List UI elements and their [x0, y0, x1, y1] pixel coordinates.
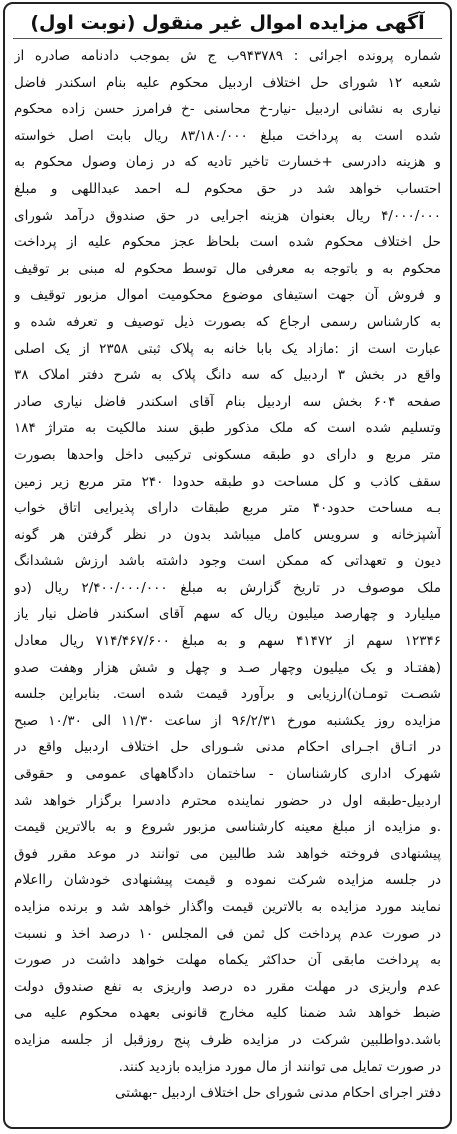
notice-line: ۱۲۳۴۶ سهم از ۴۱۴۷۲ سهم و به مبلغ ۷۱۴/۴۶۷/۶۰۰ ریال معادل	[14, 633, 441, 650]
notice-line: متر مربع و دارای دو طبقه مسکونی ترکیبی داخل واحدها بصورت	[14, 446, 441, 463]
notice-line: دیون و تعهداتی که ممکن است وجود داشته باشد ارزش ششدانگ	[14, 553, 441, 570]
notice-line: شهرک اداری کارشناسان - ساختمان دادگاههای عمومی و حقوقی	[14, 766, 441, 783]
notice-line: احتساب خواهد شد در حق محکوم لـه احمد عبداللهی و مبلغ	[14, 180, 441, 197]
notice-line: عبارت است از :مازاد یک بابا خانه به پلاک ثبتی ۲۳۵۸ از یک اصلی	[14, 340, 441, 357]
notice-line: نمایند مورد مزایده به بالاترین قیمت واگذار خواهد شد و برنده مزایده	[14, 899, 441, 915]
notice-line: آشپزخانه و سرویس کامل میباشد بدون در نظر گرفتن هر گونه	[14, 526, 441, 543]
notice-line: اردبیل-طبقه اول در حضور نماینده محترم دادسرا برگزار خواهد شد	[14, 792, 441, 809]
notice-line: در اتـاق اجـرای احکام مدنی شـورای حل اختلاف اردبیل واقع در	[14, 739, 441, 756]
notice-line: ۴/۰۰۰/۰۰۰ ریال بعنوان هزینه اجرایی در حق صندوق درآمد شورای	[14, 207, 441, 224]
notice-line: صفحه ۶۰۴ بخش سه اردبیل بنام آقای اسکندر فاضل نیاری صادر	[14, 393, 441, 410]
notice-line: محکوم به و باتوجه به معرفی مال توسط محکوم له مبنی بر توقیف	[14, 260, 441, 277]
notice-signature: دفتر اجرای احکام مدنی شورای حل اختلاف اردبیل -بهشتی	[115, 1085, 441, 1102]
notice-line: .و مزایده از مبلغ معینه کارشناسی مزبور شروع و به بالاترین قیمت	[14, 819, 441, 836]
notice-line: و هزینه دادرسی +خسارت تاخیر تادیه که در زمان وصول محکوم به	[14, 154, 441, 171]
notice-line: ملک موصوف در تاریخ گزارش به مبلغ ۲/۴۰۰/۰۰۰/۰۰۰ ریال (دو	[14, 579, 441, 596]
notice-line: باشد.دواطلبین شرکت در مزایده ظرف پنج روزقبل از جلسه مزایده	[14, 1031, 441, 1048]
notice-line: نیاری به نشانی اردبیل -نیار-خ محاسنی -خ فرامرز حسن زاده محکوم	[14, 101, 441, 118]
notice-line: در صورت عدم پرداخت کل ثمن فی المجلس ۱۰ درصد اخذ و نسبت	[14, 925, 441, 942]
notice-line: به پرداخت مابقی آن حداکثر یکماه مهلت خواهد داشت در صورت	[14, 952, 441, 969]
notice-line: در جلسه مزایده شرکت نموده و قیمت پیشنهادی خودشان رااعلام	[14, 872, 441, 889]
notice-line: مزایده روز یکشنبه مورخ ۹۶/۲/۳۱ از ساعت ۱۱/۳۰ الی ۱۰/۳۰ صبح	[14, 712, 441, 729]
notice-line: حل اختلاف محکوم شده است بلحاظ عجز محکوم علیه از پرداخت	[14, 234, 441, 251]
notice-line: به کارشناس رسمی ارجاع که بصورت ذیل توصیف و تعرفه شده و	[14, 313, 441, 330]
notice-line: شصـت تومـان)ارزیابی و برآورد قیمت شده است. بنابراین جلسه	[14, 686, 441, 703]
notice-line: (هفتـاد و یک میلیون وچهار صـد و چهل و شش هزار وهفت صدو	[14, 659, 441, 676]
notice-line: وتسلیم شده است که ملک مذکور طبق سند مالکیت به متراژ ۱۸۴	[14, 420, 441, 437]
notice-line: ضبط خواهد شد ضمنا کلیه مخارج قانونی بعهده محکوم علیه می	[14, 1005, 441, 1022]
notice-line: عدم واریزی در مهلت مقرر ده درصد واریزی به نفع صندوق دولت	[14, 978, 441, 995]
notice-title: آگهی مزایده اموال غیر منقول (نوبت اول)	[30, 12, 425, 34]
notice-line: شعبه ۱۲ شورای حل اختلاف اردبیل محکوم علیه بنام اسکندر فاضل	[14, 74, 441, 91]
notice-line: و فروش آن جهت استیفای موضوع محکومیت اموال مزبور توقیف و	[14, 287, 441, 304]
notice-line: سقف کاذب و کل مساحت دو طبقه حدودا ۲۴۰ متر مربع زیر زمین	[14, 473, 441, 490]
notice-line: در صورت تمایل می توانند از مال مورد مزایده بازدید کنند.	[118, 1058, 441, 1075]
notice-line: شماره پرونده اجرائی : ۹۴۳۷۸۹ب ج ش بموجب دادنامه صادره از	[14, 48, 441, 64]
notice-frame	[3, 2, 452, 1129]
notice-line: بـه مساحت حدود۴۰ متر مربع طبقات دارای پذیرایی اتاق خواب	[14, 500, 441, 517]
notice-line: پیشنهادی فروخته خواهد شد طالبین می توانند در موعد مقرر فوق	[14, 845, 441, 862]
notice-body	[5, 39, 450, 1080]
notice-line: شده است به پرداخت مبلغ ۸۳/۱۸۰/۰۰۰ ریال بابت اصل خواسته	[14, 127, 441, 144]
notice-line: میلیارد و چهارصد میلیون ریال که سهم آقای اسکندر فاضل نیار یاز	[14, 606, 441, 623]
notice-line: واقع در بخش ۳ اردبیل که سه دانگ پلاک به شرح دفتر املاک ۳۸	[14, 367, 441, 384]
